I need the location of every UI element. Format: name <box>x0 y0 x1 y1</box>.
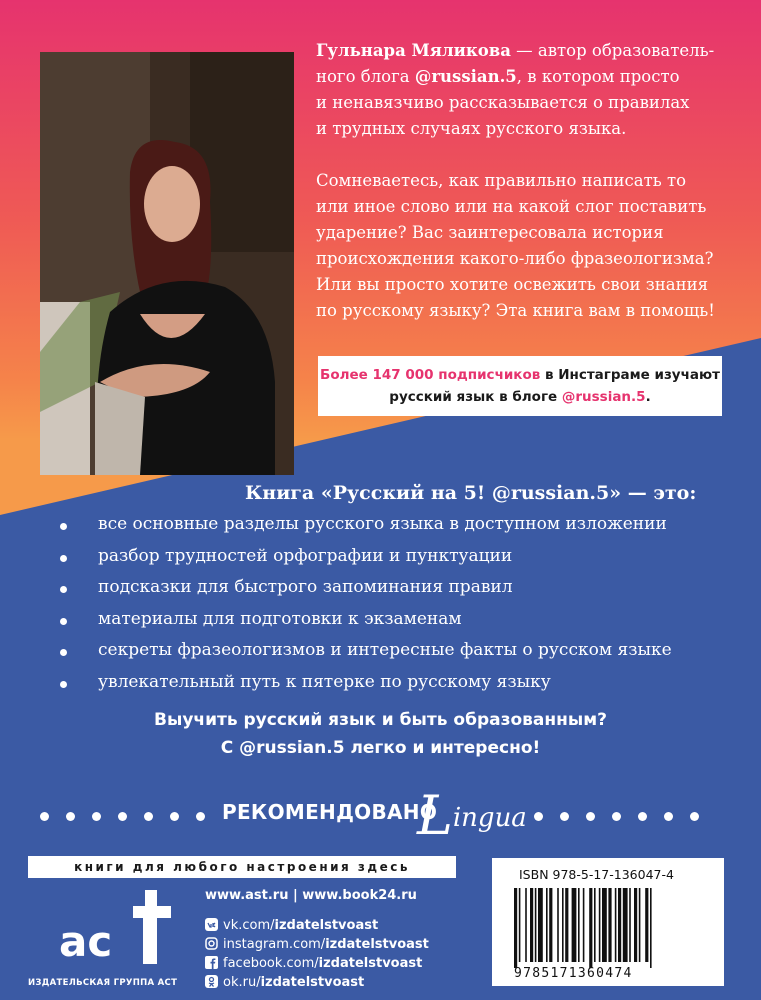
feature-text: разбор трудностей орфографии и пунктуации <box>98 545 513 566</box>
ok-icon <box>205 975 218 988</box>
publisher-name: ИЗДАТЕЛЬСКАЯ ГРУППА АСТ <box>28 978 178 988</box>
blog-handle: @russian.5 <box>414 67 517 86</box>
subscribers-count: Более 147 000 подписчиков <box>320 367 541 383</box>
tagline-bar: книги для любого настроения здесь <box>28 856 456 878</box>
question-line: ударение? Вас заинтересовала история <box>316 223 664 242</box>
website-links[interactable]: www.ast.ru | www.book24.ru <box>205 888 417 903</box>
list-item <box>60 514 672 546</box>
intro-line-4: и трудных случаях русского языка. <box>316 119 627 138</box>
book-heading: Книга «Русский на 5! @russian.5» — это: <box>245 482 697 504</box>
features-list <box>60 514 672 703</box>
cta-line-2: С @russian.5 легко и интересно! <box>220 738 541 758</box>
recommended-label: РЕКОМЕНДОВАНО <box>222 800 438 824</box>
subscribers-handle: @russian.5 <box>561 389 646 405</box>
call-to-action <box>0 706 761 762</box>
author-intro <box>316 38 726 142</box>
isbn-text: ISBN 978-5-17-136047-4 <box>519 867 674 882</box>
instagram-icon <box>205 937 218 950</box>
intro-line-1: — автор образователь- <box>510 41 715 60</box>
list-item <box>60 577 672 609</box>
subscribers-box <box>318 356 722 416</box>
barcode-box <box>492 858 724 986</box>
list-item <box>60 546 672 578</box>
feature-text: увлекательный путь к пятерке по русскому языку <box>98 671 551 692</box>
question-line: Сомневаетесь, как правильно написать то <box>316 171 687 190</box>
facebook-icon <box>205 956 218 969</box>
feature-text: все основные разделы русского языка в доступном изложении <box>98 514 667 534</box>
question-line: происхождения какого-либо фразеологизма? <box>316 249 714 268</box>
vk-icon <box>205 918 218 931</box>
ast-logo <box>55 886 175 976</box>
bullet-icon <box>60 681 67 688</box>
lingua-initial: L <box>417 784 453 847</box>
barcode <box>514 888 704 968</box>
social-link-facebook[interactable] <box>205 956 422 971</box>
intro-line-3: и ненавязчиво рассказывается о правилах <box>316 93 690 112</box>
social-link-instagram[interactable] <box>205 937 429 952</box>
cta-line-1: Выучить русский язык и быть образованным? <box>153 710 607 730</box>
intro-line-2-start: ного блога <box>316 67 415 86</box>
author-photo <box>40 52 294 475</box>
subscribers-line-1: в Инстаграме изучают <box>540 367 720 383</box>
bullet-icon <box>60 555 67 562</box>
bullet-icon <box>60 649 67 656</box>
bullet-icon <box>60 523 67 530</box>
feature-text: материалы для подготовки к экзаменам <box>98 608 462 629</box>
questions-paragraph <box>316 168 726 324</box>
question-line: Или вы просто хотите освежить свои знания <box>316 275 709 294</box>
list-item <box>60 640 672 672</box>
list-item <box>60 672 672 704</box>
social-prefix: facebook.com/ <box>223 956 319 971</box>
social-prefix: vk.com/ <box>223 918 275 933</box>
intro-line-2-end: , в котором просто <box>516 67 680 86</box>
author-name: Гульнара Мяликова <box>316 41 511 60</box>
lingua-rest: ingua <box>452 803 527 833</box>
social-link-ok[interactable] <box>205 975 364 990</box>
social-handle: izdatelstvoast <box>318 956 423 971</box>
list-item <box>60 609 672 641</box>
subscribers-line-2-end: . <box>645 389 651 405</box>
barcode-digits: 9785171360474 <box>514 966 633 981</box>
social-link-vk[interactable] <box>205 918 378 933</box>
bullet-icon <box>60 618 67 625</box>
bullet-icon <box>60 586 67 593</box>
social-handle: izdatelstvoast <box>325 937 429 952</box>
social-prefix: instagram.com/ <box>223 937 326 952</box>
feature-text: подсказки для быстрого запоминания правил <box>98 577 513 597</box>
feature-text: секреты фразеологизмов и интересные факты о русском языке <box>98 640 672 660</box>
social-prefix: ok.ru/ <box>223 975 261 990</box>
subscribers-line-2: русский язык в блоге <box>389 389 562 405</box>
lingua-logo <box>417 776 527 847</box>
social-handle: izdatelstvoast <box>260 975 365 990</box>
question-line: по русскому языку? Эта книга вам в помощь! <box>316 301 715 320</box>
logo-text: ac <box>59 917 113 966</box>
social-handle: izdatelstvoast <box>274 918 379 933</box>
question-line: или иное слово или на какой слог поставить <box>316 197 707 216</box>
